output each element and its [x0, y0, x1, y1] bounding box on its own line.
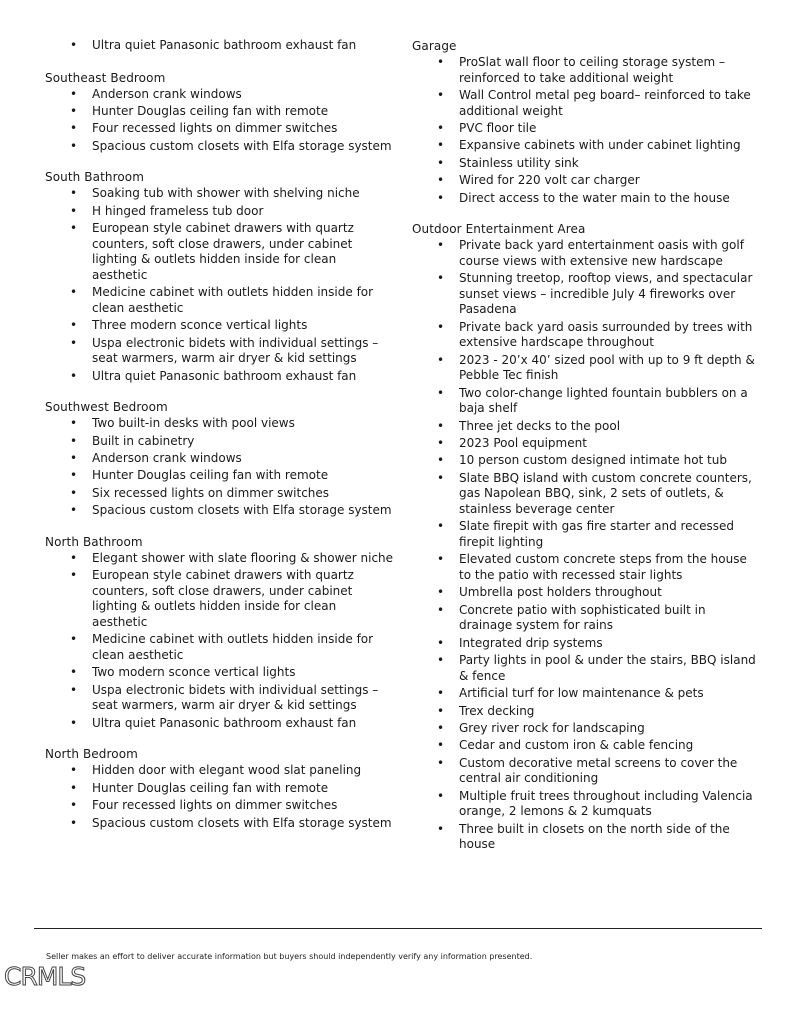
list-item: • Stunning treetop, rooftop views, and spectacular sunset views – incredible July 4 fireworks over Pasadena	[412, 271, 757, 318]
list-item: • Slate BBQ island with custom concrete counters, gas Napolean BBQ, sink, 2 sets of outlets, & stainless beverage center	[412, 471, 757, 518]
footer-divider	[34, 928, 762, 929]
list-item: • Private back yard entertainment oasis with golf course views with extensive new hardscape	[412, 238, 757, 269]
list-item: • Two color-change lighted fountain bubblers on a baja shelf	[412, 386, 757, 417]
list-item: • Four recessed lights on dimmer switches	[45, 121, 395, 137]
list-item: • Spacious custom closets with Elfa storage system	[45, 503, 395, 519]
list-item: • ProSlat wall floor to ceiling storage system – reinforced to take additional weight	[412, 55, 757, 86]
section-south-bathroom	[45, 169, 395, 384]
list-item: • European style cabinet drawers with quartz counters, soft close drawers, under cabinet lighting & outlets hidden inside for clean aesthetic	[45, 568, 395, 630]
list-item: • Cedar and custom iron & cable fencing	[412, 738, 757, 754]
list-item: • Three built in closets on the north side of the house	[412, 822, 757, 853]
section-outdoor-entertainment-area	[412, 221, 757, 853]
section-title: North Bedroom	[45, 747, 138, 762]
list-item: • Anderson crank windows	[45, 451, 395, 467]
left-column	[45, 38, 395, 846]
list-item: • Uspa electronic bidets with individual settings – seat warmers, warm air dryer & kid settings	[45, 683, 395, 714]
list-item: • Spacious custom closets with Elfa storage system	[45, 139, 395, 155]
list-item: • Direct access to the water main to the house	[412, 191, 757, 207]
list-item: • Three modern sconce vertical lights	[45, 318, 395, 334]
list-item: • European style cabinet drawers with quartz counters, soft close drawers, under cabinet lighting & outlets hidden inside for clean aesthetic	[45, 221, 395, 283]
item-list	[45, 551, 395, 732]
item-list	[412, 55, 757, 206]
crmls-logo: CRMLS	[4, 962, 86, 991]
leading-list	[45, 38, 395, 54]
list-item: • Party lights in pool & under the stairs, BBQ island & fence	[412, 653, 757, 684]
section-garage	[412, 38, 757, 206]
list-item: • Ultra quiet Panasonic bathroom exhaust fan	[45, 38, 395, 54]
list-item: • 2023 - 20’x 40’ sized pool with up to 9 ft depth & Pebble Tec finish	[412, 353, 757, 384]
section-north-bathroom	[45, 534, 395, 732]
list-item: • Multiple fruit trees throughout including Valencia orange, 2 lemons & 2 kumquats	[412, 789, 757, 820]
list-item: • Trex decking	[412, 704, 757, 720]
list-item: • Concrete patio with sophisticated built in drainage system for rains	[412, 603, 757, 634]
item-list	[45, 87, 395, 155]
list-item: • Spacious custom closets with Elfa storage system	[45, 816, 395, 832]
list-item: • Medicine cabinet with outlets hidden inside for clean aesthetic	[45, 632, 395, 663]
list-item: • Private back yard oasis surrounded by trees with extensive hardscape throughout	[412, 320, 757, 351]
item-list	[412, 238, 757, 853]
section-north-bedroom	[45, 746, 395, 831]
section-title: Southeast Bedroom	[45, 70, 166, 85]
section-title: South Bathroom	[45, 170, 145, 185]
list-item: • Built in cabinetry	[45, 434, 395, 450]
list-item: • 2023 Pool equipment	[412, 436, 757, 452]
item-list	[45, 416, 395, 519]
list-item: • Three jet decks to the pool	[412, 419, 757, 435]
list-item: • Wired for 220 volt car charger	[412, 173, 757, 189]
list-item: • 10 person custom designed intimate hot tub	[412, 453, 757, 469]
list-item: • Hunter Douglas ceiling fan with remote	[45, 468, 395, 484]
right-column	[412, 38, 757, 868]
list-item: • Umbrella post holders throughout	[412, 585, 757, 601]
item-list	[45, 186, 395, 384]
list-item: • Artificial turf for low maintenance & pets	[412, 686, 757, 702]
list-item: • Elevated custom concrete steps from the house to the patio with recessed stair lights	[412, 552, 757, 583]
list-item: • Two built-in desks with pool views	[45, 416, 395, 432]
section-title: Southwest Bedroom	[45, 400, 168, 415]
list-item: • Slate firepit with gas fire starter and recessed firepit lighting	[412, 519, 757, 550]
list-item: • Wall Control metal peg board– reinforced to take additional weight	[412, 88, 757, 119]
list-item: • Soaking tub with shower with shelving niche	[45, 186, 395, 202]
list-item: • Stainless utility sink	[412, 156, 757, 172]
list-item: • H hinged frameless tub door	[45, 204, 395, 220]
footer-disclaimer: Seller makes an effort to deliver accurate information but buyers should independently verify any information presented.	[46, 952, 533, 961]
section-title: Garage	[412, 39, 457, 53]
section-title: North Bathroom	[45, 534, 143, 549]
list-item: • Hunter Douglas ceiling fan with remote	[45, 104, 395, 120]
list-item: • Anderson crank windows	[45, 87, 395, 103]
list-item: • Ultra quiet Panasonic bathroom exhaust fan	[45, 716, 395, 732]
section-southeast-bedroom	[45, 70, 395, 155]
section-title: Outdoor Entertainment Area	[412, 222, 586, 237]
list-item: • Elegant shower with slate flooring & shower niche	[45, 551, 395, 567]
list-item: • Ultra quiet Panasonic bathroom exhaust fan	[45, 369, 395, 385]
item-list	[45, 763, 395, 831]
list-item: • Two modern sconce vertical lights	[45, 665, 395, 681]
list-item: • Six recessed lights on dimmer switches	[45, 486, 395, 502]
list-item: • Hidden door with elegant wood slat paneling	[45, 763, 395, 779]
list-item: • Custom decorative metal screens to cover the central air conditioning	[412, 756, 757, 787]
list-item: • PVC floor tile	[412, 121, 757, 137]
section-southwest-bedroom	[45, 399, 395, 519]
list-item: • Hunter Douglas ceiling fan with remote	[45, 781, 395, 797]
list-item: • Grey river rock for landscaping	[412, 721, 757, 737]
list-item: • Medicine cabinet with outlets hidden inside for clean aesthetic	[45, 285, 395, 316]
list-item: • Expansive cabinets with under cabinet lighting	[412, 138, 757, 154]
list-item: • Four recessed lights on dimmer switches	[45, 798, 395, 814]
list-item: • Integrated drip systems	[412, 636, 757, 652]
list-item: • Uspa electronic bidets with individual settings – seat warmers, warm air dryer & kid settings	[45, 336, 395, 367]
